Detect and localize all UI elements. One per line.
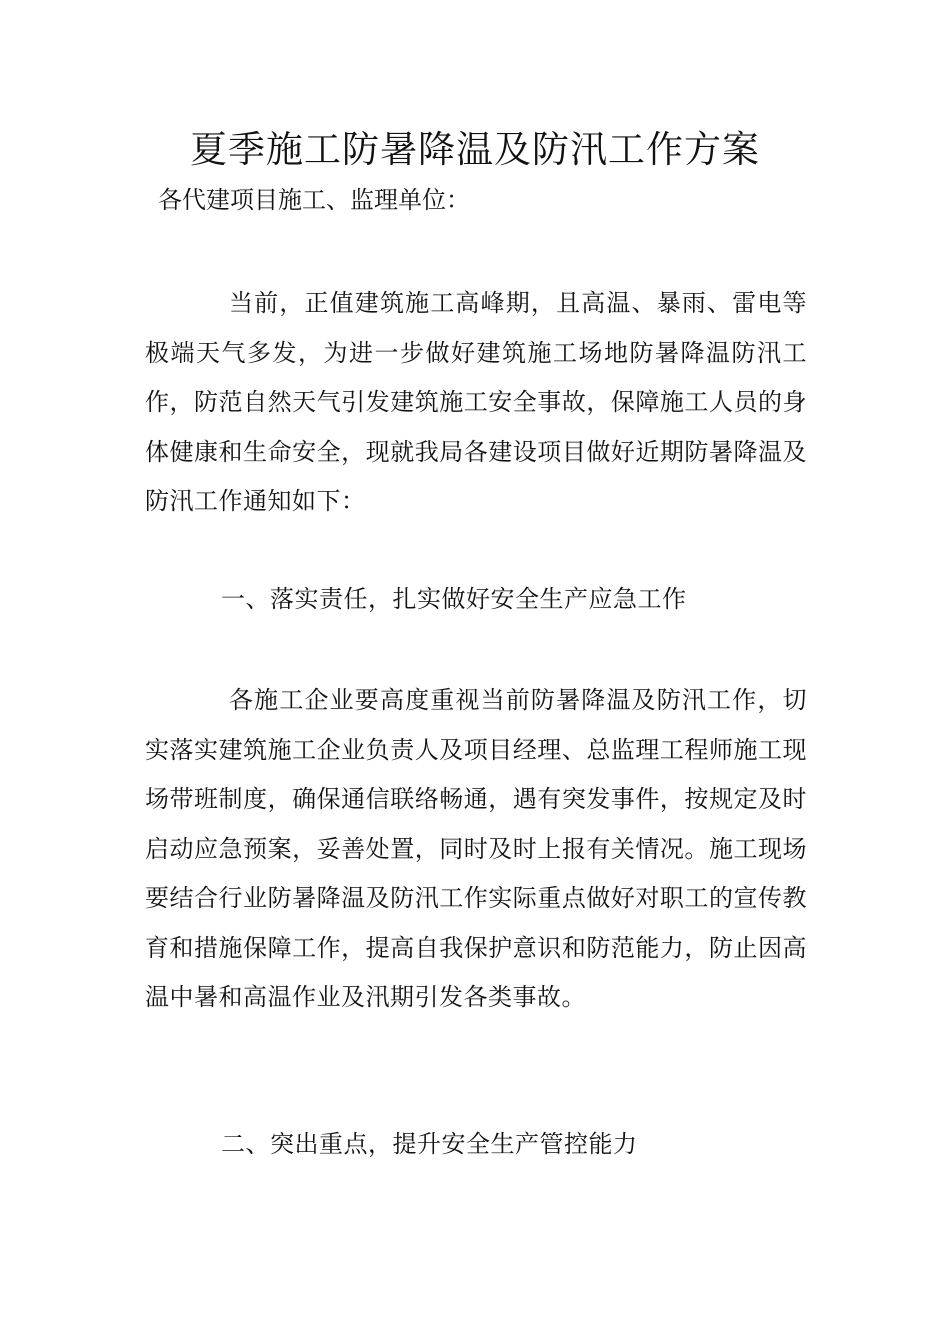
section-2-heading: 二、突出重点，提升安全生产管控能力 xyxy=(221,1130,638,1158)
section-1-heading: 一、落实责任，扎实做好安全生产应急工作 xyxy=(221,585,687,613)
intro-paragraph: 当前，正值建筑施工高峰期，且高温、暴雨、雷电等极端天气多发，为进一步做好建筑施工场地防暑降温防汛工作，防范自然天气引发建筑施工安全事故，保障施工人员的身体健康和生命安全，现就我局各建设项目做好近期防暑降温及防汛工作通知如下： xyxy=(145,289,807,515)
document-title: 夏季施工防暑降温及防汛工作方案 xyxy=(190,128,760,171)
section-1-paragraph: 各施工企业要高度重视当前防暑降温及防汛工作，切实落实建筑施工企业负责人及项目经理、总监理工程师施工现场带班制度，确保通信联络畅通，遇有突发事件，按规定及时启动应急预案，妥善处置，同时及时上报有关情况。施工现场要结合行业防暑降温及防汛工作实际重点做好对职工的宣传教育和措施保障工作，提高自我保护意识和防范能力，防止因高温中暑和高温作业及汛期引发各类事故。 xyxy=(145,686,807,1011)
salutation: 各代建项目施工、监理单位： xyxy=(158,186,470,214)
